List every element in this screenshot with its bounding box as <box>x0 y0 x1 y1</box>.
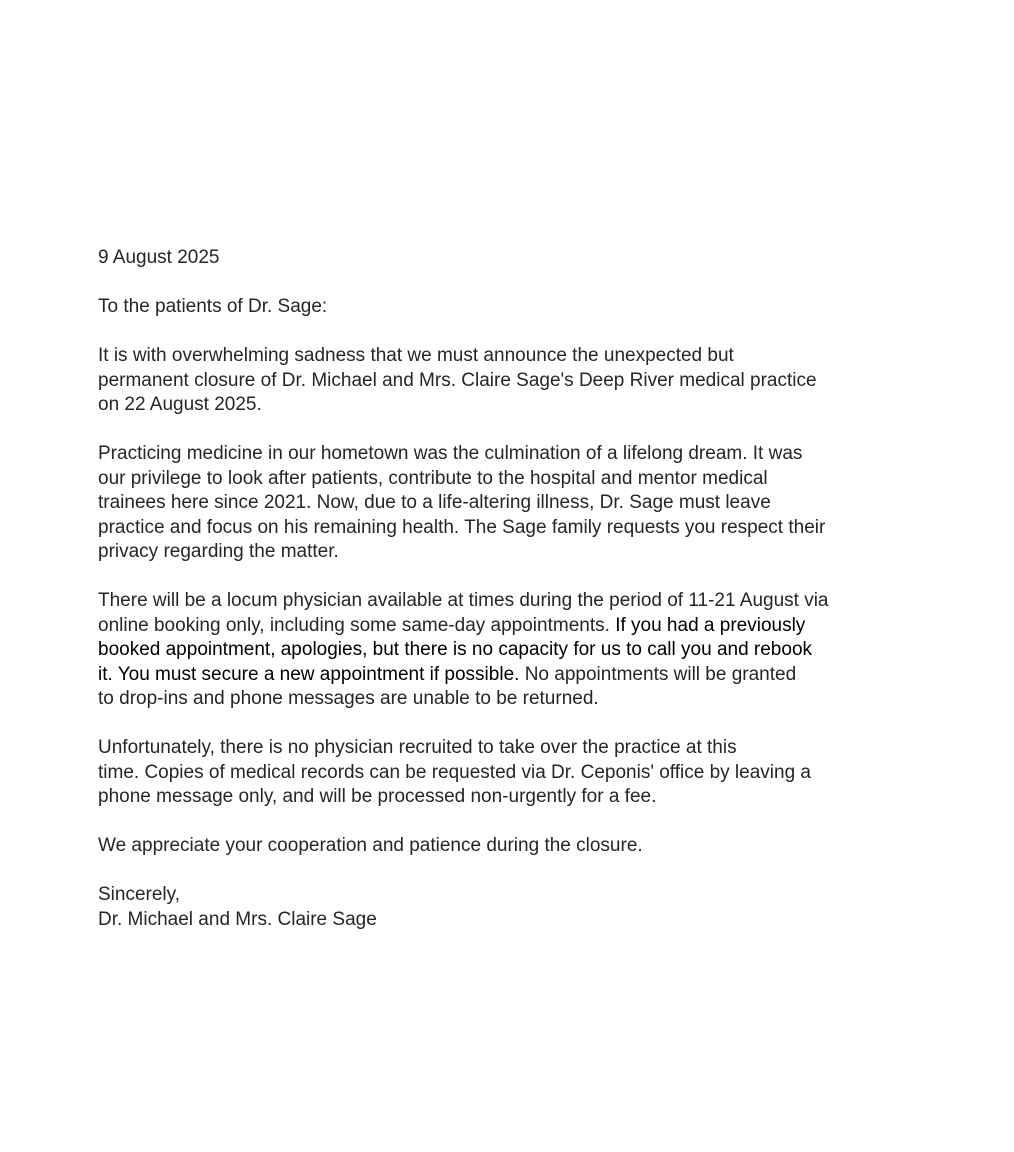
line-segment: No appointments will be granted <box>519 663 797 685</box>
paragraph-closure-announcement <box>98 344 918 418</box>
paragraph-line: phone message only, and will be processed non-urgently for a fee. <box>98 786 657 807</box>
paragraph-line: We appreciate your cooperation and patience during the closure. <box>98 835 643 856</box>
letter-date <box>98 246 918 271</box>
paragraph-line: It is with overwhelming sadness that we must announce the unexpected but <box>98 345 734 366</box>
paragraph-line: trainees here since 2021. Now, due to a life-altering illness, Dr. Sage must leave <box>98 492 771 513</box>
paragraph-locum-physician <box>98 589 918 712</box>
closing-text: Sincerely, <box>98 884 181 905</box>
paragraph-line: There will be a locum physician available at times during the period of 11-21 August via <box>98 590 829 611</box>
letter <box>98 246 918 957</box>
signature-text: Dr. Michael and Mrs. Claire Sage <box>98 908 377 930</box>
paragraph-line <box>98 614 918 639</box>
letter-signoff <box>98 883 918 932</box>
paragraph-appreciation <box>98 834 918 859</box>
paragraph-practice-history <box>98 442 918 565</box>
paragraph-line: privacy regarding the matter. <box>98 541 339 562</box>
paragraph-line: to drop-ins and phone messages are unable to be returned. <box>98 688 599 709</box>
paragraph-line: on 22 August 2025. <box>98 394 262 415</box>
emphasized-segment: it. You must secure a new appointment if possible. <box>98 663 520 685</box>
paragraph-line: permanent closure of Dr. Michael and Mrs. Claire Sage's Deep River medical practice <box>98 369 817 391</box>
paragraph-line: Unfortunately, there is no physician recruited to take over the practice at this <box>98 737 737 758</box>
letter-salutation <box>98 295 918 320</box>
emphasized-segment: If you had a previously <box>615 614 806 636</box>
line-segment: online booking only, including some same-day appointments. <box>98 614 616 636</box>
paragraph-line: time. Copies of medical records can be requested via Dr. Ceponis' office by leaving a <box>98 761 811 783</box>
salutation-text: To the patients of Dr. Sage: <box>98 296 328 317</box>
paragraph-line: our privilege to look after patients, contribute to the hospital and mentor medical <box>98 467 768 489</box>
paragraph-medical-records <box>98 736 918 810</box>
paragraph-line: Practicing medicine in our hometown was the culmination of a lifelong dream. It was <box>98 443 803 464</box>
paragraph-line: practice and focus on his remaining health. The Sage family requests you respect their <box>98 516 826 538</box>
emphasized-line: booked appointment, apologies, but there is no capacity for us to call you and rebook <box>98 639 813 660</box>
paragraph-line <box>98 663 918 688</box>
date-text: 9 August 2025 <box>98 247 220 268</box>
